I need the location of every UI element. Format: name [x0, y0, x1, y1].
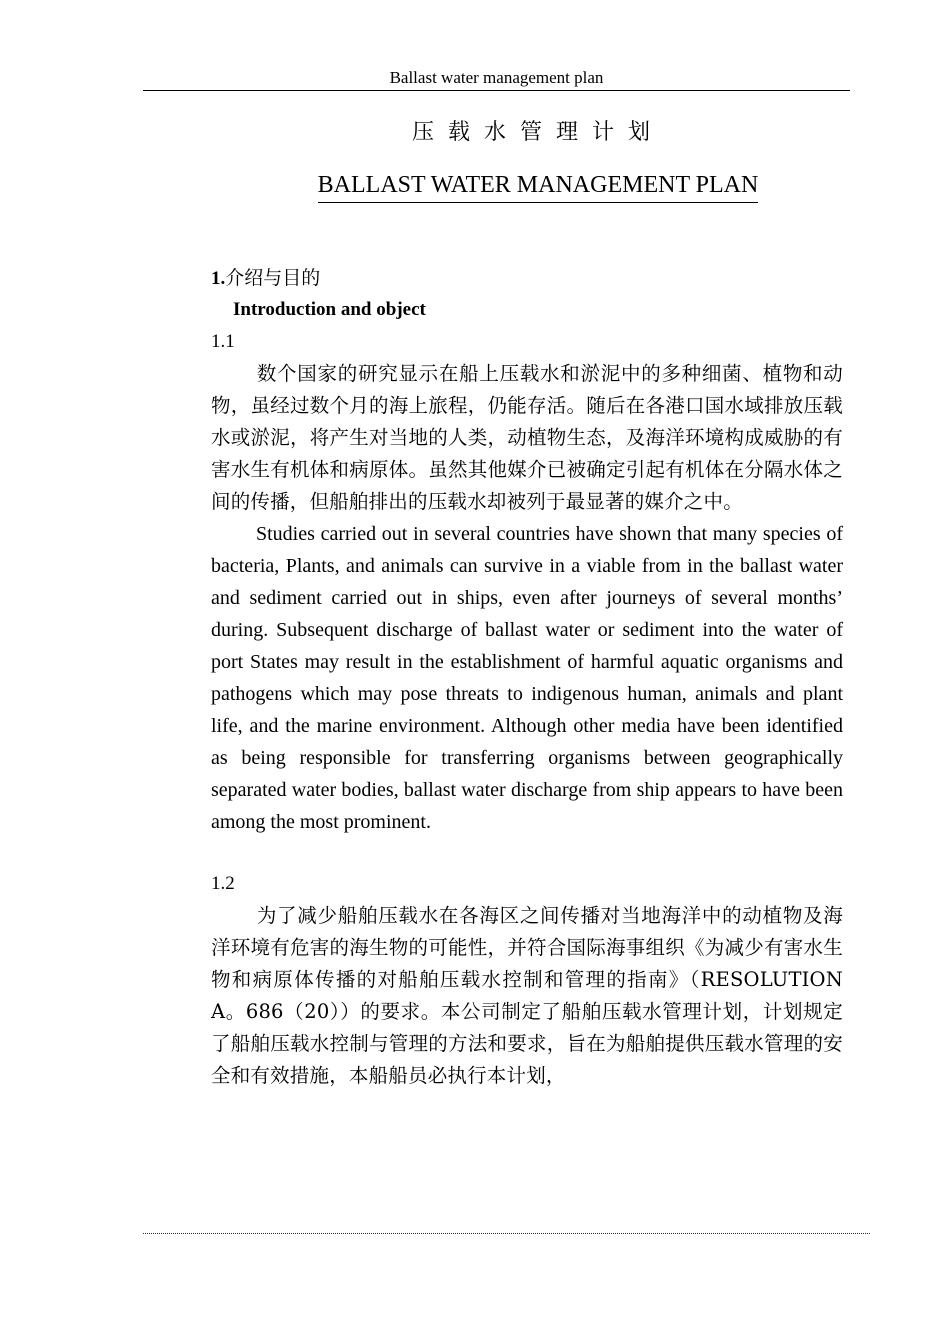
subsection-1-1-paragraph-cn: 数个国家的研究显示在船上压载水和淤泥中的多种细菌、植物和动物，虽经过数个月的海上旅程，仍能存活。随后在各港口国水域排放压载水或淤泥，将产生对当地的人类，动植物生态，及海洋环境构成威胁的有害水生有机体和病原体。虽然其他媒介已被确定引起有机体在分隔水体之间的传播，但船舶排出的压载水却被列于最显著的媒介之中。: [211, 362, 843, 513]
section-1-heading: [211, 262, 843, 294]
running-header: [143, 66, 850, 91]
subsection-1-1-number: 1.1: [211, 331, 235, 352]
document-title-english-wrap: [143, 170, 933, 203]
subsection-1-2-number: 1.2: [211, 873, 235, 894]
section-1-number: 1.: [211, 268, 226, 289]
subsection-1-1-paragraph-en: Studies carried out in several countries have shown that many species of bacteria, Plants, and animals can survive in a viable from in the ballast water and sediment carried out in ships, even after journeys of several months’ during. Subsequent discharge of ballast water or sediment into the water of port States may result in the establishment of harmful aquatic organisms and pathogens which may pose threats to indigenous human, animals and plant life, and the marine environment. Although other media have been identified as being responsible for transferring organisms between geographically separated water bodies, ballast water discharge from ship appears to have been among the most prominent.: [211, 523, 843, 833]
subsection-1-2-paragraph-cn: 为了减少船舶压载水在各海区之间传播对当地海洋中的动植物及海洋环境有危害的海生物的可能性，并符合国际海事组织《为减少有害水生物和病原体传播的对船舶压载水控制和管理的指南》（RESOLUTION A。686（20））的要求。本公司制定了船舶压载水管理计划，计划规定了船舶压载水控制与管理的方法和要求，旨在为船舶提供压载水管理的安全和有效措施，本船船员必执行本计划，: [211, 904, 863, 1087]
footer-dotted-rule: [143, 1233, 870, 1234]
document-title-english: BALLAST WATER MANAGEMENT PLAN: [318, 170, 759, 203]
section-1-heading-en: Introduction and object: [233, 299, 426, 320]
document-title-chinese: 压载水管理计划: [411, 120, 664, 145]
running-header-text: Ballast water management plan: [389, 68, 604, 87]
document-body: [211, 262, 863, 1092]
section-1-heading-cn: 介绍与目的: [225, 267, 321, 289]
paragraph-gap: [211, 838, 843, 868]
